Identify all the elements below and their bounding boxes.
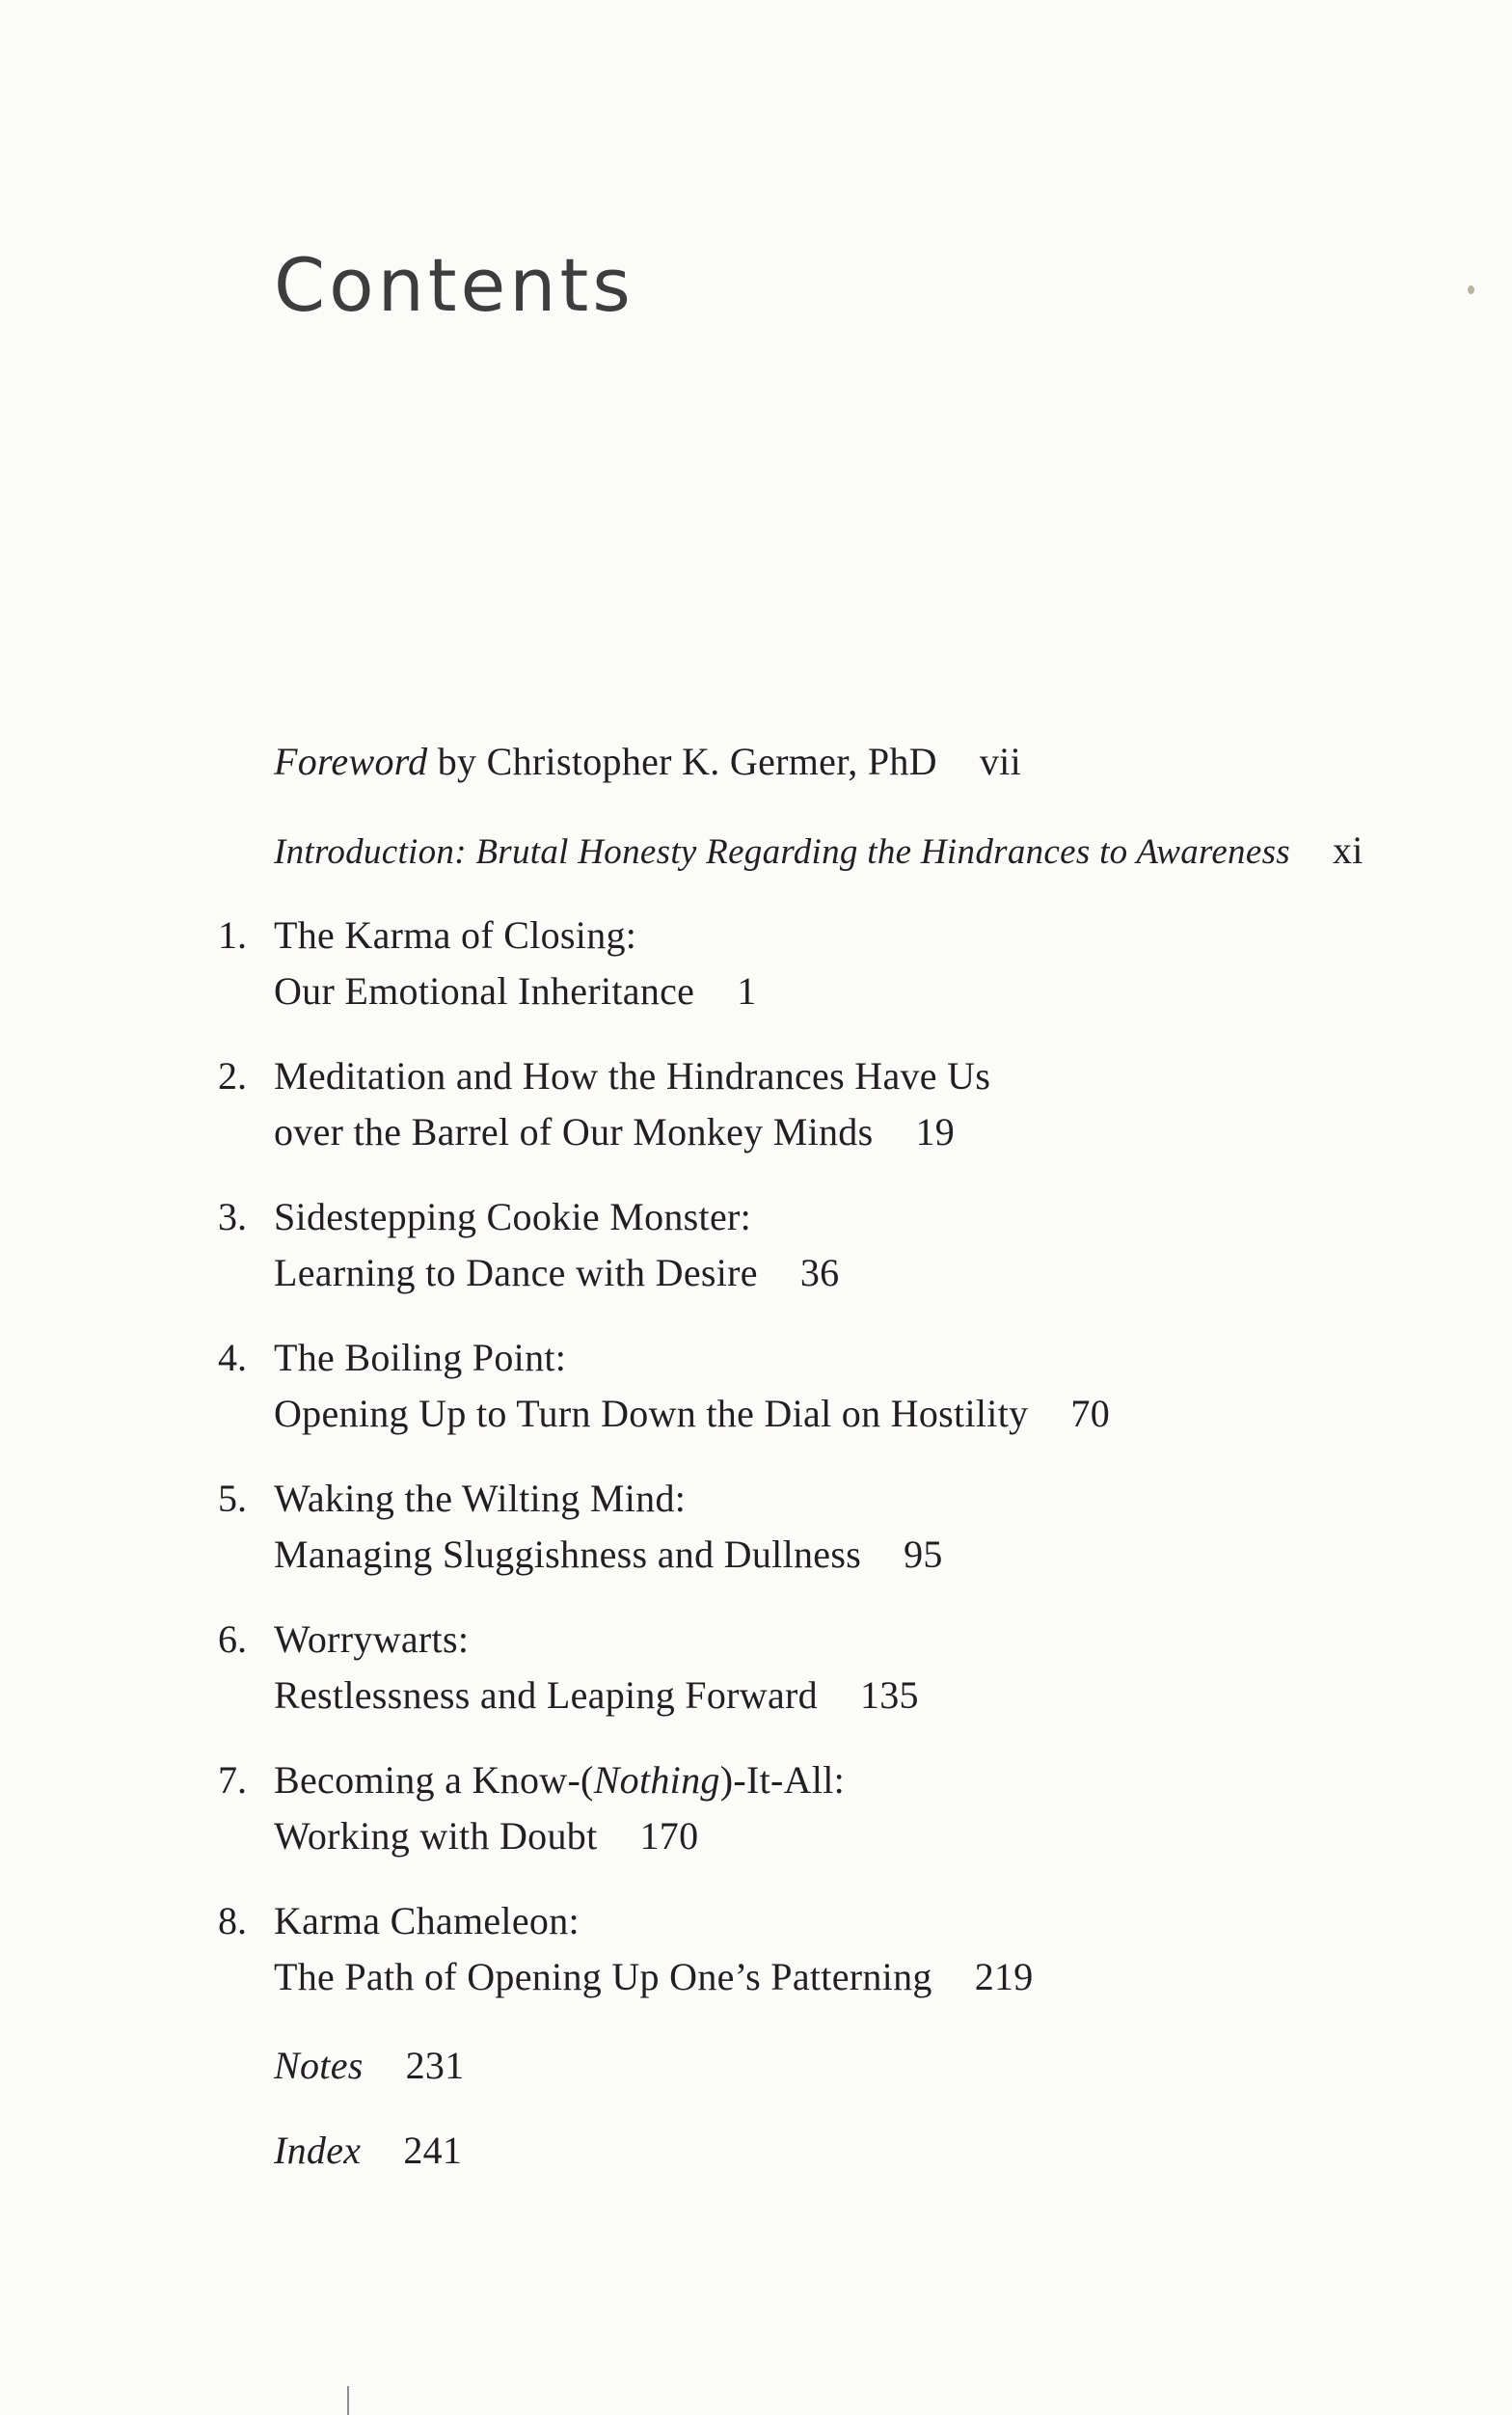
chapter-page: 36 xyxy=(799,1251,840,1294)
foreword-author: by Christopher K. Germer, PhD xyxy=(427,740,937,783)
chapter-subtitle-text: Learning to Dance with Desire xyxy=(274,1251,758,1294)
introduction-label: Introduction: Brutal Honesty Regarding the Hindrances to Awareness xyxy=(274,832,1290,872)
notes-page: 231 xyxy=(405,2044,465,2087)
chapter-number: 4. xyxy=(218,1336,247,1379)
chapter-subtitle[interactable] xyxy=(274,1535,943,1574)
chapter-page: 70 xyxy=(1070,1392,1111,1435)
chapter-page: 135 xyxy=(859,1673,919,1717)
chapter-number: 5. xyxy=(218,1477,247,1520)
page-title: Contents xyxy=(274,242,634,328)
chapter-number: 1. xyxy=(218,913,247,957)
chapter-subtitle-text: The Path of Opening Up One’s Patterning xyxy=(274,1955,932,1998)
chapter-title[interactable] xyxy=(274,1758,846,1802)
chapter-number: 3. xyxy=(218,1195,247,1238)
foreword-label: Foreword xyxy=(274,740,428,783)
chapter-number: 8. xyxy=(218,1899,247,1942)
chapter-title-pre: Becoming a Know-( xyxy=(274,1758,594,1802)
chapter-subtitle-text: Working with Doubt xyxy=(274,1814,598,1858)
chapter-title-post: )-It-All: xyxy=(719,1758,846,1802)
chapter-subtitle-text: Managing Sluggishness and Dullness xyxy=(274,1533,862,1576)
index-page: 241 xyxy=(403,2129,463,2172)
chapter-number: 7. xyxy=(218,1758,247,1802)
chapter-page: 95 xyxy=(904,1533,943,1576)
chapter-title[interactable]: Meditation and How the Hindrances Have Us xyxy=(274,1054,991,1098)
toc-entry-introduction[interactable] xyxy=(274,828,1364,872)
chapter-subtitle[interactable] xyxy=(274,1110,956,1153)
chapter-subtitle[interactable] xyxy=(274,1392,1111,1435)
chapter-page: 1 xyxy=(737,969,757,1013)
chapter-title[interactable]: Karma Chameleon: xyxy=(274,1899,580,1942)
paper-scuff xyxy=(347,2386,349,2415)
chapter-title[interactable]: The Boiling Point: xyxy=(274,1336,567,1379)
chapter-title[interactable]: Waking the Wilting Mind: xyxy=(274,1477,687,1520)
introduction-page: xi xyxy=(1332,828,1364,872)
toc-entry-index[interactable] xyxy=(274,2131,462,2170)
chapter-number: 6. xyxy=(218,1617,247,1661)
chapter-number: 2. xyxy=(218,1054,247,1098)
notes-label: Notes xyxy=(274,2044,364,2087)
chapter-page: 219 xyxy=(974,1955,1034,1998)
chapter-subtitle-text: over the Barrel of Our Monkey Minds xyxy=(274,1110,874,1153)
chapter-subtitle[interactable] xyxy=(274,1955,1034,1998)
paper-speck xyxy=(1468,285,1474,294)
foreword-page: vii xyxy=(979,740,1022,783)
toc-entry-notes[interactable] xyxy=(274,2044,465,2087)
chapter-title[interactable]: The Karma of Closing: xyxy=(274,913,637,957)
chapter-title[interactable]: Sidestepping Cookie Monster: xyxy=(274,1195,752,1238)
chapter-title[interactable]: Worrywarts: xyxy=(274,1617,470,1661)
chapter-page: 170 xyxy=(639,1814,699,1858)
chapter-subtitle[interactable] xyxy=(274,969,757,1013)
toc-entry-foreword[interactable] xyxy=(274,740,1022,783)
chapter-subtitle[interactable] xyxy=(274,1251,840,1294)
chapter-subtitle-text: Opening Up to Turn Down the Dial on Hostility xyxy=(274,1392,1029,1435)
index-label: Index xyxy=(274,2129,362,2172)
chapter-subtitle-text: Restlessness and Leaping Forward xyxy=(274,1673,818,1717)
chapter-page: 19 xyxy=(915,1110,956,1153)
chapter-subtitle[interactable] xyxy=(274,1814,699,1858)
chapter-subtitle-text: Our Emotional Inheritance xyxy=(274,969,695,1013)
chapter-subtitle[interactable] xyxy=(274,1673,919,1717)
chapter-title-italic: Nothing xyxy=(593,1758,720,1802)
